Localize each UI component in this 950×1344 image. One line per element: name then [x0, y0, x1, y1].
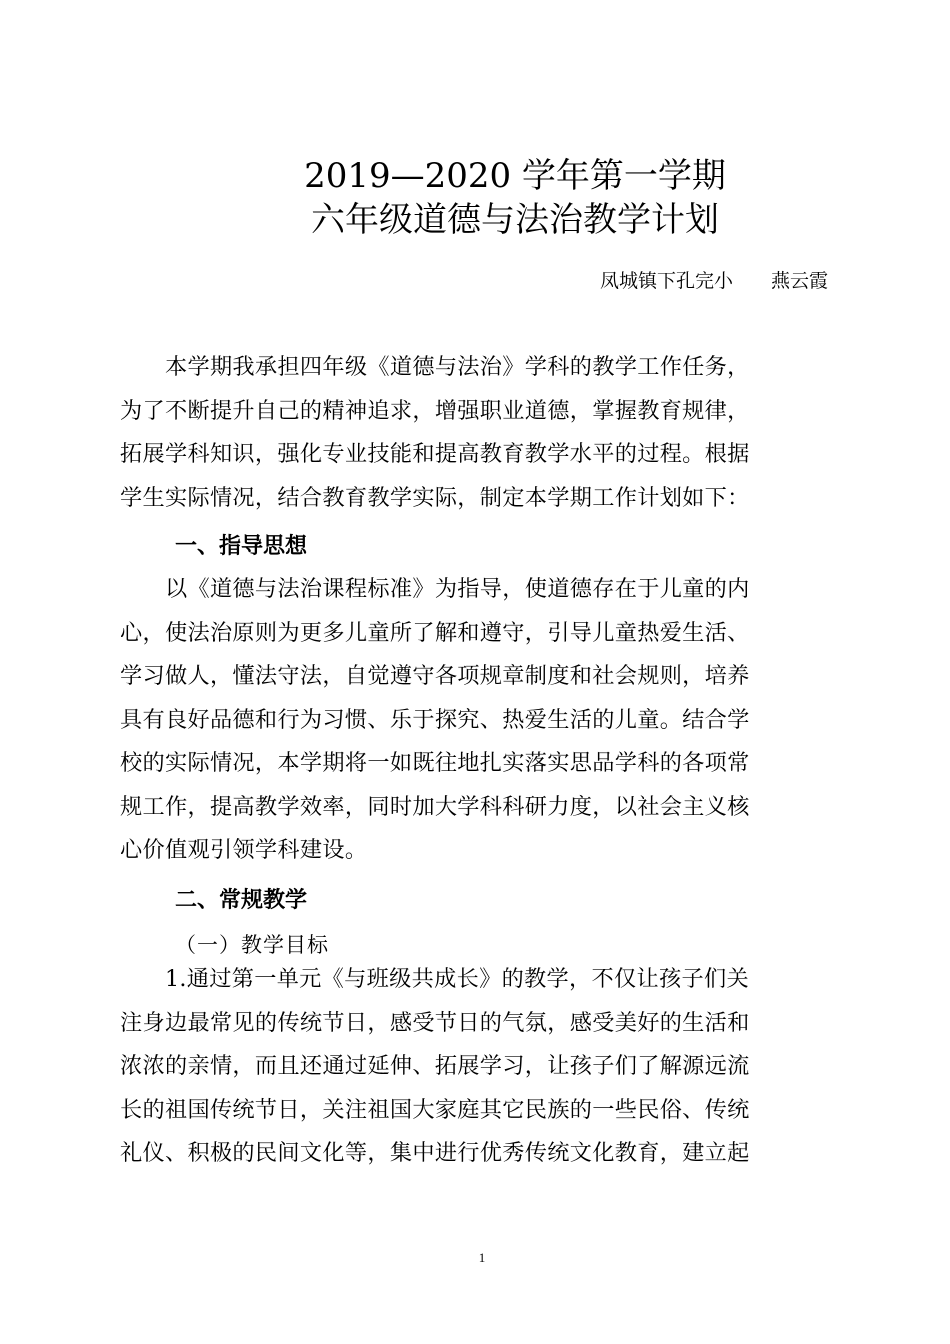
paragraph-line: 本学期我承担四年级《道德与法治》学科的教学工作任务， — [120, 354, 750, 380]
paragraph-line: 学生实际情况，结合教育教学实际，制定本学期工作计划如下： — [120, 484, 750, 511]
section2-paragraph — [120, 958, 830, 1176]
paragraph-line: 学习做人，懂法守法，自觉遵守各项规章制度和社会规则，培养 — [120, 663, 750, 689]
paragraph-line: 为了不断提升自己的精神追求，增强职业道德，掌握教育规律， — [120, 397, 750, 424]
intro-paragraph — [120, 346, 830, 520]
author-line: 凤城镇下孔完小 燕云霞 — [599, 270, 828, 292]
paragraph-line: 心价值观引领学科建设。 — [120, 837, 368, 863]
document-title-line2: 六年级道德与法治教学计划 — [311, 200, 719, 240]
section1-paragraph — [120, 568, 830, 873]
paragraph-line: 心，使法治原则为更多儿童所了解和遵守，引导儿童热爱生活、 — [120, 619, 750, 646]
paragraph-line: 规工作，提高教学效率，同时加大学科科研力度，以社会主义核 — [120, 793, 750, 820]
paragraph-line: 1.通过第一单元《与班级共成长》的教学，不仅让孩子们关 — [120, 966, 749, 992]
paragraph-line: 校的实际情况，本学期将一如既往地扎实落实思品学科的各项常 — [120, 750, 750, 776]
paragraph-line: 注身边最常见的传统节日，感受节日的气氛，感受美好的生活和 — [120, 1009, 750, 1036]
paragraph-line: 礼仪、积极的民间文化等，集中进行优秀传统文化教育，建立起 — [120, 1140, 750, 1166]
section2-heading: 二、常规教学 — [175, 888, 308, 913]
paragraph-line: 以《道德与法治课程标准》为指导，使道德存在于儿童的内 — [120, 576, 750, 602]
page-number: 1 — [478, 1250, 486, 1265]
paragraph-line: 具有良好品德和行为习惯、乐于探究、热爱生活的儿童。结合学 — [120, 706, 750, 733]
paragraph-line: 拓展学科知识，强化专业技能和提高教育教学水平的过程。根据 — [120, 441, 750, 467]
paragraph-line: 长的祖国传统节日，关注祖国大家庭其它民族的一些民俗、传统 — [120, 1096, 750, 1123]
section1-heading: 一、指导思想 — [175, 534, 308, 559]
section2-subheading: （一）教学目标 — [175, 933, 329, 957]
paragraph-line: 浓浓的亲情，而且还通过延伸、拓展学习，让孩子们了解源远流 — [120, 1053, 750, 1079]
document-title-line1: 2019—2020 学年第一学期 — [304, 156, 726, 196]
